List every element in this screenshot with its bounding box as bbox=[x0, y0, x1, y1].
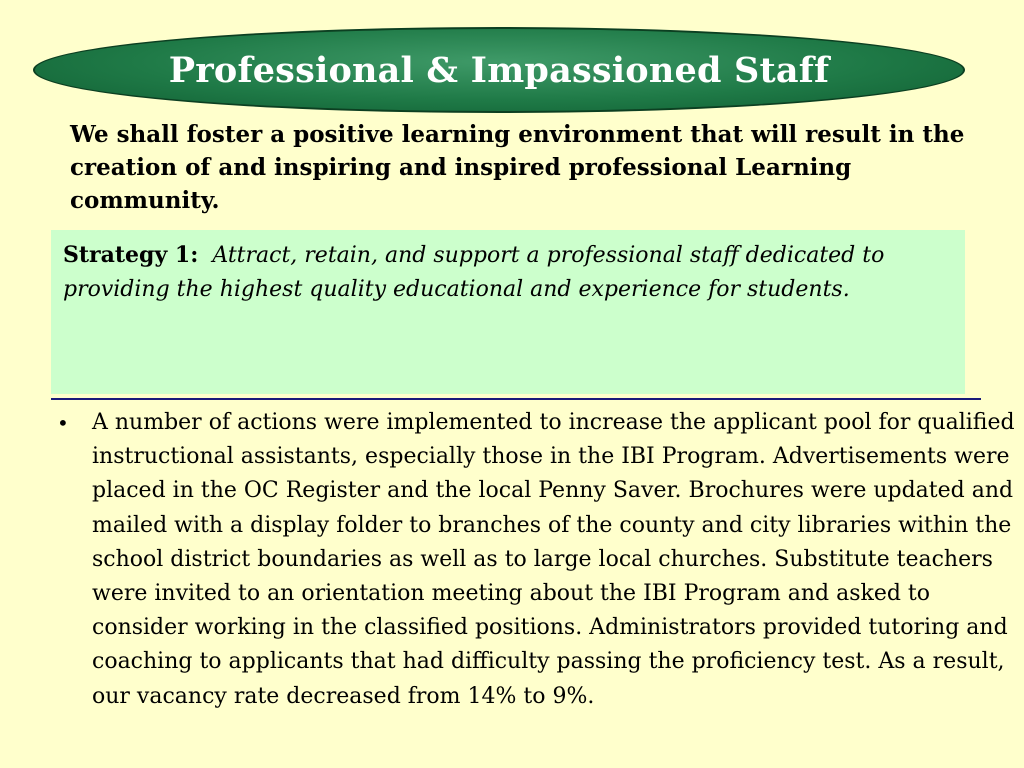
goal-statement: We shall foster a positive learning environment that will result in the creation of and inspiring and inspired professional Learning community. bbox=[70, 121, 965, 214]
bullet-list bbox=[51, 406, 1016, 714]
bullet-marker: • bbox=[57, 411, 69, 435]
title-banner bbox=[33, 27, 965, 113]
strategy-label: Strategy 1: bbox=[63, 242, 199, 268]
strategy-box bbox=[51, 230, 965, 394]
strategy-description: Attract, retain, and support a professional staff dedicated to providing the highest quality educational and experience for students. bbox=[63, 243, 885, 302]
list-item bbox=[51, 406, 1016, 714]
bullet-text: A number of actions were implemented to increase the applicant pool for qualified instructional assistants, especially those in the IBI Program. Advertisements were placed in the OC Register and the local Penny Saver. Brochures were updated and mailed with a display folder to branches of the county and city libraries within the school district boundaries as well as to large local churches. Substitute teachers were invited to an orientation meeting about the IBI Program and asked to consider working in the classified positions. Administrators provided tutoring and coaching to applicants that had difficulty passing the proficiency test. As a result, our vacancy rate decreased from 14% to 9%. bbox=[92, 410, 1015, 709]
section-divider bbox=[51, 398, 981, 400]
slide-title: Professional & Impassioned Staff bbox=[168, 49, 830, 91]
